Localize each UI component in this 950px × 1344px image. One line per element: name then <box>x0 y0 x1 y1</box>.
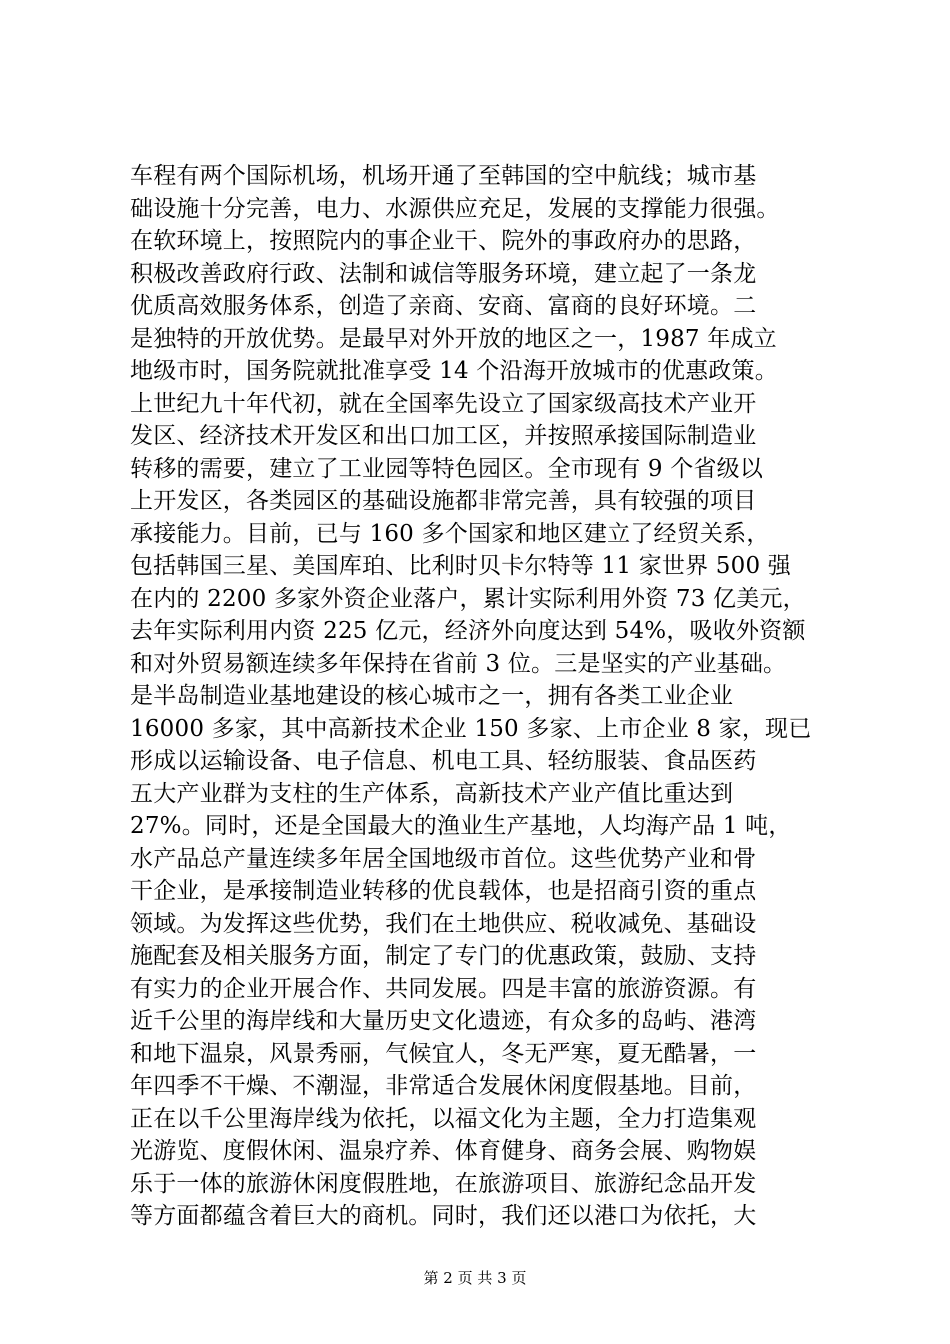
text-line: 乐于一体的旅游休闲度假胜地，在旅游项目、旅游纪念品开发 <box>130 1170 757 1197</box>
text-line: 16000 多家，其中高新技术企业 150 多家、上市企业 8 家，现已 <box>130 715 812 742</box>
text-line: 在软环境上，按照院内的事企业干、院外的事政府办的思路， <box>130 228 757 254</box>
text-line: 27%。同时，还是全国最大的渔业生产基地，人均海产品 1 吨， <box>130 813 792 839</box>
text-line: 年四季不干燥、不潮湿，非常适合发展休闲度假基地。目前， <box>130 1073 757 1099</box>
text-line: 正在以千公里海岸线为依托，以福文化为主题，全力打造集观 <box>130 1105 757 1132</box>
body-text <box>130 160 830 1233</box>
text-line: 干企业，是承接制造业转移的优良载体，也是招商引资的重点 <box>130 878 757 904</box>
text-line: 光游览、度假休闲、温泉疗养、体育健身、商务会展、购物娱 <box>130 1138 757 1164</box>
text-line: 形成以运输设备、电子信息、机电工具、轻纺服装、食品医药 <box>130 748 757 774</box>
text-line: 在内的 2200 多家外资企业落户，累计实际利用外资 73 亿美元， <box>130 585 806 612</box>
text-line: 包括韩国三星、美国库珀、比利时贝卡尔特等 11 家世界 500 强 <box>130 553 792 579</box>
text-line: 转移的需要，建立了工业园等特色园区。全市现有 9 个省级以 <box>130 455 764 482</box>
text-line: 和地下温泉，风景秀丽，气候宜人，冬无严寒，夏无酷暑，一 <box>130 1040 757 1067</box>
text-line: 水产品总产量连续多年居全国地级市首位。这些优势产业和骨 <box>130 845 757 872</box>
text-line: 地级市时，国务院就批准享受 14 个沿海开放城市的优惠政策。 <box>130 358 778 384</box>
text-line: 近千公里的海岸线和大量历史文化遗迹，有众多的岛屿、港湾 <box>130 1008 757 1034</box>
text-line: 和对外贸易额连续多年保持在省前 3 位。三是坚实的产业基础。 <box>130 650 787 677</box>
text-line: 是半岛制造业基地建设的核心城市之一，拥有各类工业企业 <box>130 683 734 709</box>
text-line: 有实力的企业开展合作、共同发展。四是丰富的旅游资源。有 <box>130 975 757 1002</box>
text-line: 去年实际利用内资 225 亿元，经济外向度达到 54%，吸收外资额 <box>130 618 806 644</box>
text-line: 础设施十分完善，电力、水源供应充足，发展的支撑能力很强。 <box>130 195 780 222</box>
page-footer: 第 2 页 共 3 页 <box>423 1269 527 1287</box>
text-line: 积极改善政府行政、法制和诚信等服务环境，建立起了一条龙 <box>130 260 757 287</box>
text-line: 上开发区，各类园区的基础设施都非常完善，具有较强的项目 <box>130 488 757 514</box>
text-line: 发区、经济技术开发区和出口加工区，并按照承接国际制造业 <box>130 423 757 449</box>
text-line: 五大产业群为支柱的生产体系，高新技术产业产值比重达到 <box>130 780 734 807</box>
text-line: 上世纪九十年代初，就在全国率先设立了国家级高技术产业开 <box>130 390 757 417</box>
text-line: 领域。为发挥这些优势，我们在土地供应、税收减免、基础设 <box>130 910 757 937</box>
text-line: 车程有两个国际机场，机场开通了至韩国的空中航线；城市基 <box>130 163 757 189</box>
text-line: 施配套及相关服务方面，制定了专门的优惠政策，鼓励、支持 <box>130 943 757 969</box>
text-line: 承接能力。目前，已与 160 多个国家和地区建立了经贸关系， <box>130 520 770 547</box>
text-line: 等方面都蕴含着巨大的商机。同时，我们还以港口为依托，大 <box>130 1203 757 1229</box>
text-line: 是独特的开放优势。是最早对外开放的地区之一，1987 年成立 <box>130 325 777 352</box>
text-line: 优质高效服务体系，创造了亲商、安商、富商的良好环境。二 <box>130 293 757 319</box>
